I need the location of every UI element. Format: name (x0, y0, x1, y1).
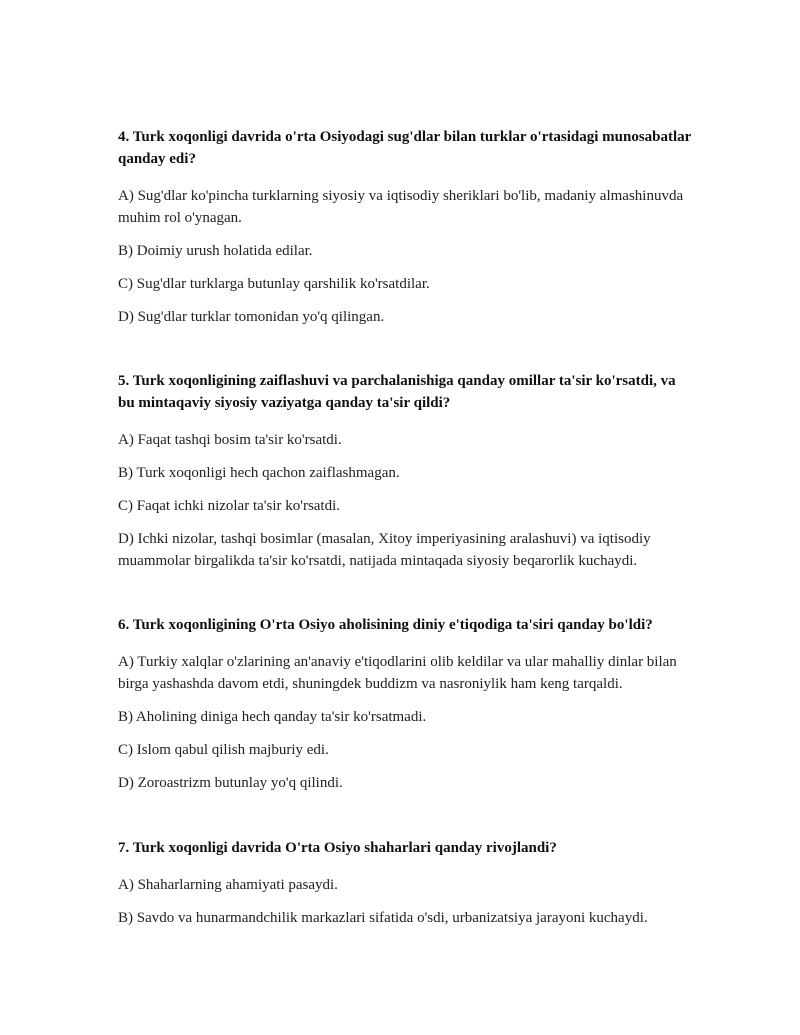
answer-option-b: B) Savdo va hunarmandchilik markazlari sifatida o'sdi, urbanizatsiya jarayoni kuchaydi. (118, 910, 648, 926)
question-7 (118, 837, 693, 940)
answer-option-a: A) Sug'dlar ko'pincha turklarning siyosiy va iqtisodiy sheriklari bo'lib, madaniy almashinuvda muhim rol o'ynagan. (118, 188, 684, 226)
answer-option-d: D) Ichki nizolar, tashqi bosimlar (masalan, Xitoy imperiyasining aralashuvi) va iqtisodiy muammolar birgalikda ta'sir ko'rsatdi, natijada mintaqada siyosiy beqarorlik kuchaydi. (118, 531, 651, 569)
answer-option-b: B) Doimiy urush holatida edilar. (118, 243, 313, 259)
answer-option-a: A) Shaharlarning ahamiyati pasaydi. (118, 877, 338, 893)
answer-option-d: D) Zoroastrizm butunlay yo'q qilindi. (118, 775, 343, 791)
question-title: 7. Turk xoqonligi davrida O'rta Osiyo shaharlari qanday rivojlandi? (118, 840, 557, 856)
answer-option-c: C) Faqat ichki nizolar ta'sir ko'rsatdi. (118, 498, 341, 514)
answer-option-b: B) Turk xoqonligi hech qachon zaiflashmagan. (118, 465, 400, 481)
answer-option-c: C) Islom qabul qilish majburiy edi. (118, 742, 329, 758)
answer-option-a: A) Turkiy xalqlar o'zlarining an'anaviy e'tiqodlarini olib keldilar va ular mahalliy dinlar bilan birga yashashda davom etdi, shuningdek buddizm va nasroniylik ham keng tarqaldi. (118, 654, 677, 692)
answer-option-d: D) Sug'dlar turklar tomonidan yo'q qilingan. (118, 309, 385, 325)
question-6 (118, 614, 693, 805)
question-title: 6. Turk xoqonligining O'rta Osiyo aholisining diniy e'tiqodiga ta'siri qanday bo'ldi? (118, 617, 653, 633)
answer-option-a: A) Faqat tashqi bosim ta'sir ko'rsatdi. (118, 432, 342, 448)
answer-option-b: B) Aholining diniga hech qanday ta'sir ko'rsatmadi. (118, 709, 427, 725)
question-title: 5. Turk xoqonligining zaiflashuvi va parchalanishiga qanday omillar ta'sir ko'rsatdi, va bu mintaqaviy siyosiy vaziyatga qanday ta'sir qildi? (118, 373, 676, 411)
question-4 (118, 126, 693, 339)
question-5 (118, 370, 693, 583)
question-title: 4. Turk xoqonligi davrida o'rta Osiyodagi sug'dlar bilan turklar o'rtasidagi munosabatlar qanday edi? (118, 129, 692, 167)
answer-option-c: C) Sug'dlar turklarga butunlay qarshilik ko'rsatdilar. (118, 276, 430, 292)
